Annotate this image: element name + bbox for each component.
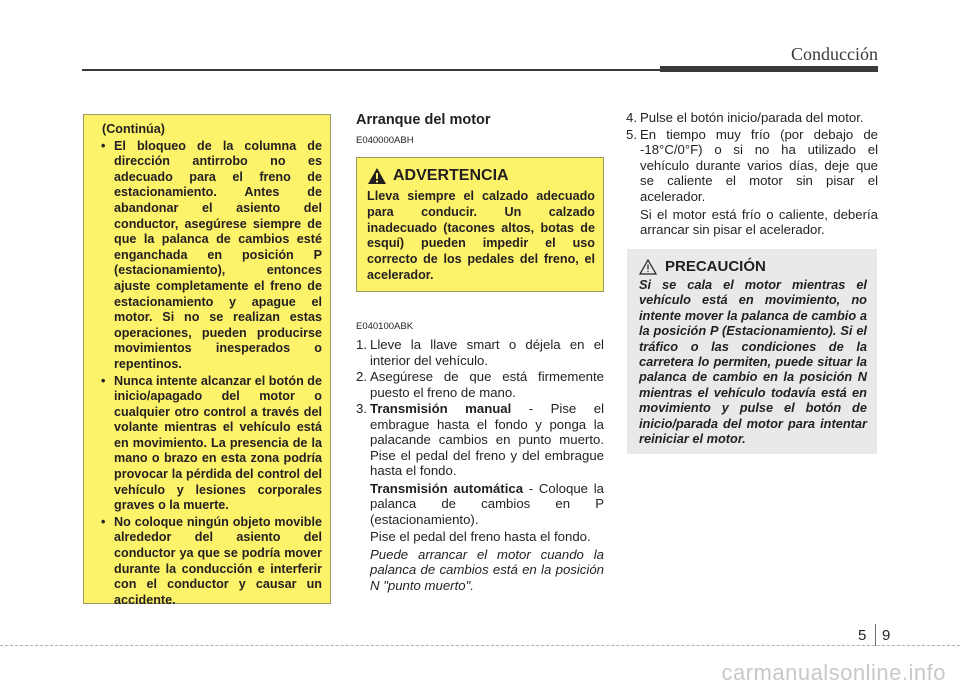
steps-list [356,337,604,595]
precaucion-box [627,249,877,454]
page-number: 9 [882,627,891,644]
advertencia-box [356,157,604,292]
bullet-icon: • [101,514,106,529]
warning-triangle-icon [367,167,387,185]
warning-box-continued [83,114,331,607]
list-item: • No coloque ningún objeto movible alrededor del asiento del conductor ya que se podría mover durante la conducción e interferir con el conductor y causar un accidente. [101,514,322,607]
advertencia-text: Lleva siempre el calzado adecuado para conducir. Un calzado inadecuado (tacones altos, botas de esquí) pueden impedir el uso correcto de los pedales del freno, el acelerador. [367,189,595,282]
bullet-icon: • [101,138,106,153]
list-item: • El bloqueo de la columna de dirección antirrobo no es adecuado para el freno de estacionamiento. Antes de abandonar el asiento del conductor, asegúrese siempre de que la palanca de cambios esté enganchada en posición P (estacionamiento), entonces ajuste completamente el freno de estacionamiento y apague el motor. Si no se realizan estas operaciones, pueden producirse movimientos inesperados o repentinos. [101,138,322,371]
continued-label: (Continúa) [102,122,165,136]
manual-label: Transmisión manual [370,401,512,416]
caution-triangle-icon [639,259,657,275]
step-4: 4. Pulse el botón inicio/parada del motor. [626,110,864,125]
header-rule [82,69,662,71]
list-item: • Nunca intente alcanzar el botón de inicio/apagado del motor o cualquier otro control a través del volante mientras el vehículo está en movimiento. La presencia de la mano o brazo en esta zona podría provocar la pérdida del control del vehículo y lesiones corporales graves o la muerte. [101,373,322,513]
step-3: 3. Transmisión manual - Pise el embrague hasta el fondo y ponga la palacande cambios en punto muerto. Pise el pedal del freno y del embrague hasta el fondo. Transmisión automática - Coloque la palanca de cambios en P (estacionamiento). Pise el pedal del freno hasta el fondo. Puede arrancar el motor cuando la palanca de cambios está en la posición N "punto muerto". [356,401,604,593]
auto-label: Transmisión automática [370,480,524,496]
step-2: 2. Asegúrese de que está firmemente puesto el freno de mano. [356,369,604,400]
header-title: Conducción [791,44,878,64]
section-code: E040000ABH [356,135,414,146]
header-rule-accent [660,66,878,72]
italic-note: Puede arrancar el motor cuando la palanca de cambios está en la posición N "punto muerto". [370,546,604,593]
section-code-2: E040100ABK [356,321,414,332]
footer-rule [0,645,960,646]
step-1: 1. Lleve la llave smart o déjela en el interior del vehículo. [356,337,604,368]
page-number-section: 5 [858,627,867,644]
warning-list [92,139,322,609]
section-title: Arranque del motor [356,112,491,128]
step-5: 5. En tiempo muy frío (por debajo de -18°C/0°F) o si no ha utilizado el vehículo durante varios días, deje que se caliente el motor sin pisar el acelerador. Si el motor está frío o caliente, debería arrancar sin pisar el acelerador. [626,126,878,238]
precaucion-text: Si se cala el motor mientras el vehículo está en movimiento, no intente mover la palanca de cambio a la posición P (Estacionamiento). Si el tráfico o las condiciones de la carretera lo permiten, puede situar la palanca de cambio en la posición N mientras el vehículo todavía está en movimiento y pulse el botón de inicio/parada del motor para intentar reiniciar el motor. [639,277,867,447]
steps-list-right [626,110,878,240]
precaucion-title: PRECAUCIÓN [665,258,766,275]
advertencia-title: ADVERTENCIA [393,167,509,184]
bullet-icon: • [101,373,106,388]
watermark: carmanualsonline.info [721,660,946,685]
page-number-divider [875,624,876,646]
